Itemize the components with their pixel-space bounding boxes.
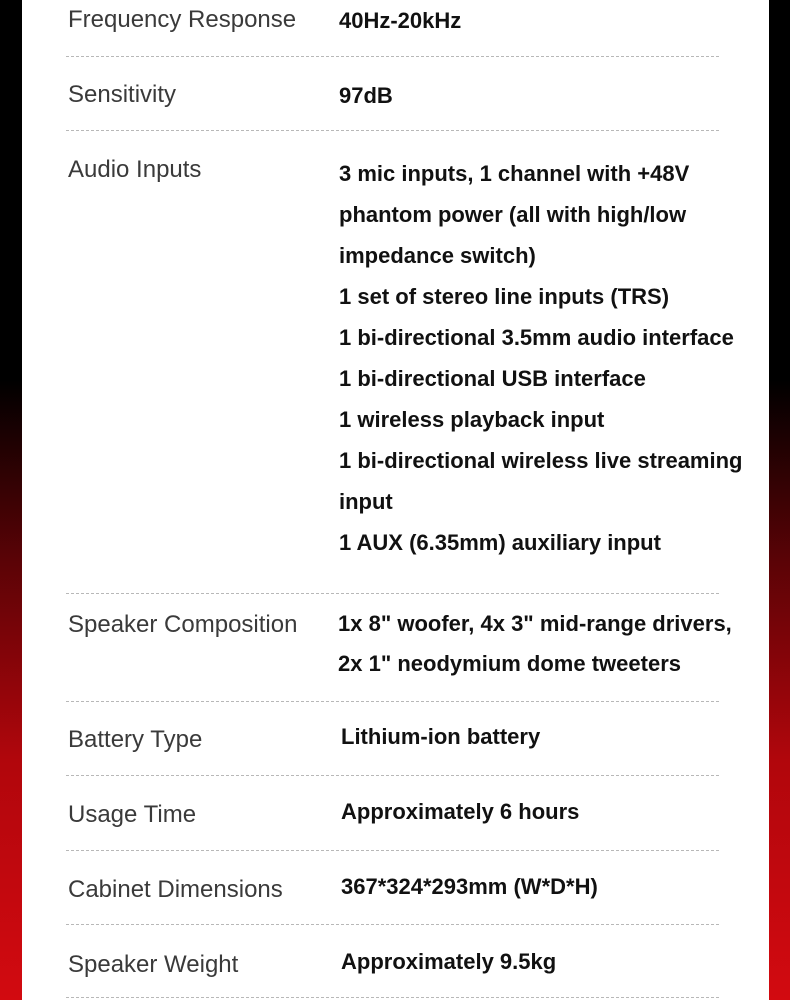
spec-label: Sensitivity [68, 81, 177, 108]
spec-value [341, 947, 556, 977]
spec-value [339, 6, 461, 36]
spec-value [341, 797, 579, 827]
spec-value-line: Approximately 6 hours [341, 799, 580, 824]
spec-value-line: input [339, 489, 393, 514]
spec-label: Cabinet Dimensions [68, 876, 283, 903]
divider [66, 56, 719, 57]
divider [66, 701, 719, 702]
spec-value-line: 1 bi-directional wireless live streaming [339, 448, 743, 473]
spec-value [339, 81, 393, 111]
spec-label: Usage Time [68, 801, 197, 828]
spec-value-line: 3 mic inputs, 1 channel with +48V [339, 161, 690, 186]
spec-value [339, 153, 743, 563]
spec-label: Battery Type [68, 726, 203, 753]
spec-label: Speaker Composition [68, 611, 298, 638]
spec-value-line: phantom power (all with high/low [339, 202, 687, 227]
spec-value [341, 722, 540, 752]
spec-value-line: 1 wireless playback input [339, 407, 605, 432]
spec-value-line: 1x 8" woofer, 4x 3" mid-range drivers, [338, 611, 732, 636]
divider [66, 775, 719, 776]
spec-value-line: 1 bi-directional 3.5mm audio interface [339, 325, 734, 350]
divider [66, 997, 719, 998]
spec-value [341, 872, 598, 902]
spec-value-line: 1 set of stereo line inputs (TRS) [339, 284, 670, 309]
divider [66, 850, 719, 851]
spec-value-line: impedance switch) [339, 243, 536, 268]
divider [66, 130, 719, 131]
spec-value-line: 1 bi-directional USB interface [339, 366, 646, 391]
spec-value-line: 1 AUX (6.35mm) auxiliary input [339, 530, 661, 555]
spec-value-line: 97dB [339, 83, 393, 108]
spec-label: Audio Inputs [68, 156, 202, 183]
spec-value-line: 2x 1" neodymium dome tweeters [338, 651, 681, 676]
spec-label: Frequency Response [68, 6, 297, 33]
spec-value-line: 40Hz-20kHz [339, 8, 462, 33]
spec-label: Speaker Weight [68, 951, 239, 978]
spec-value-line: Approximately 9.5kg [341, 949, 557, 974]
spec-value-line: Lithium-ion battery [341, 724, 541, 749]
spec-sheet [22, 0, 769, 1000]
spec-value [338, 604, 732, 684]
divider [66, 593, 719, 594]
divider [66, 924, 719, 925]
spec-value-line: 367*324*293mm (W*D*H) [341, 874, 598, 899]
